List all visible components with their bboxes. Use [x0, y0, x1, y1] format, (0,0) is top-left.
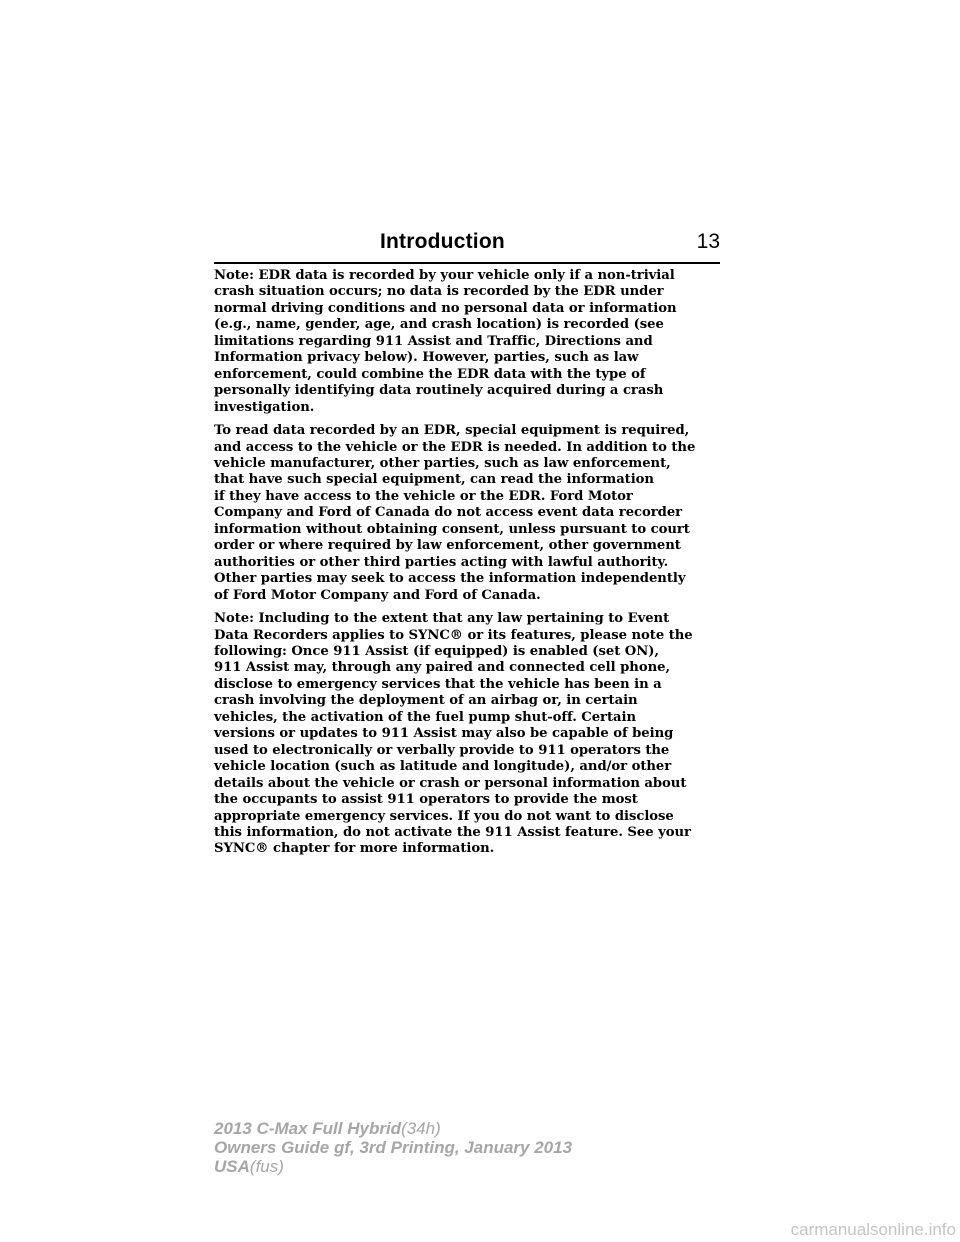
text-line: this information, do not activate the 911 Assist feature. See your: [214, 824, 691, 840]
paragraph-read-edr-data: [214, 423, 720, 604]
text-line: that have such special equipment, can read the information: [214, 472, 654, 488]
footer-model-code: (34h): [401, 1119, 441, 1138]
paragraph-sync-911-note: [214, 611, 720, 858]
text-line: Other parties may seek to access the information independently: [214, 571, 686, 587]
text-line: crash involving the deployment of an airbag or, in certain: [214, 693, 638, 709]
text-line: details about the vehicle or crash or personal information about: [214, 775, 687, 791]
paragraph-edr-note: [214, 268, 720, 416]
footer-model-line: [214, 1119, 572, 1138]
text-line: used to electronically or verbally provide to 911 operators the: [214, 742, 670, 758]
text-line: personally identifying data routinely acquired during a crash: [214, 383, 664, 399]
text-line: following: Once 911 Assist (if equipped) is enabled (set ON),: [214, 643, 659, 659]
page-number: 13: [696, 230, 720, 253]
text-line: Information privacy below). However, parties, such as law: [214, 350, 639, 366]
site-watermark: carmanualsonline.info: [790, 1220, 956, 1239]
body-text: [214, 268, 720, 865]
text-line: crash situation occurs; no data is recorded by the EDR under: [214, 284, 664, 300]
text-line: 911 Assist may, through any paired and connected cell phone,: [214, 660, 670, 676]
text-line: the occupants to assist 911 operators to provide the most: [214, 792, 638, 808]
footer-model-name: 2013 C-Max Full Hybrid: [214, 1119, 402, 1138]
text-line: versions or updates to 911 Assist may also be capable of being: [214, 726, 674, 742]
text-line: enforcement, could combine the EDR data with the type of: [214, 366, 646, 382]
document-footer: [214, 1119, 572, 1176]
footer-market-code: (fus): [249, 1157, 284, 1176]
footer-guide-edition: Owners Guide gf, 3rd Printing, January 2013: [214, 1138, 573, 1157]
text-line: order or where required by law enforcement, other government: [214, 538, 681, 554]
text-line: vehicle manufacturer, other parties, such as law enforcement,: [214, 455, 671, 471]
text-line: SYNC® chapter for more information.: [214, 841, 495, 857]
text-line: Data Recorders applies to SYNC® or its features, please note the: [214, 627, 693, 643]
text-line: limitations regarding 911 Assist and Traffic, Directions and: [214, 333, 653, 349]
text-line: (e.g., name, gender, age, and crash location) is recorded (see: [214, 317, 664, 333]
text-line: normal driving conditions and no personal data or information: [214, 300, 677, 316]
text-line: To read data recorded by an EDR, special equipment is required,: [214, 423, 690, 439]
text-line: vehicle location (such as latitude and longitude), and/or other: [214, 759, 672, 775]
text-line: Note: Including to the extent that any law pertaining to Event: [214, 611, 670, 627]
section-title: Introduction: [380, 230, 505, 253]
text-line: and access to the vehicle or the EDR is needed. In addition to the: [214, 439, 696, 455]
text-line: disclose to emergency services that the vehicle has been in a: [214, 676, 662, 692]
text-line: of Ford Motor Company and Ford of Canada.: [214, 587, 541, 603]
text-line: information without obtaining consent, unless pursuant to court: [214, 521, 690, 537]
text-line: Company and Ford of Canada do not access event data recorder: [214, 505, 683, 521]
text-line: vehicles, the activation of the fuel pump shut-off. Certain: [214, 709, 636, 725]
text-line: appropriate emergency services. If you do not want to disclose: [214, 808, 674, 824]
text-line: investigation.: [214, 399, 315, 415]
footer-market-line: [214, 1157, 572, 1176]
text-line: if they have access to the vehicle or the EDR. Ford Motor: [214, 488, 633, 504]
text-line: Note: EDR data is recorded by your vehicle only if a non-trivial: [214, 268, 675, 283]
page-header: [214, 228, 720, 264]
footer-market: USA: [214, 1157, 250, 1176]
text-line: authorities or other third parties acting with lawful authority.: [214, 554, 669, 570]
